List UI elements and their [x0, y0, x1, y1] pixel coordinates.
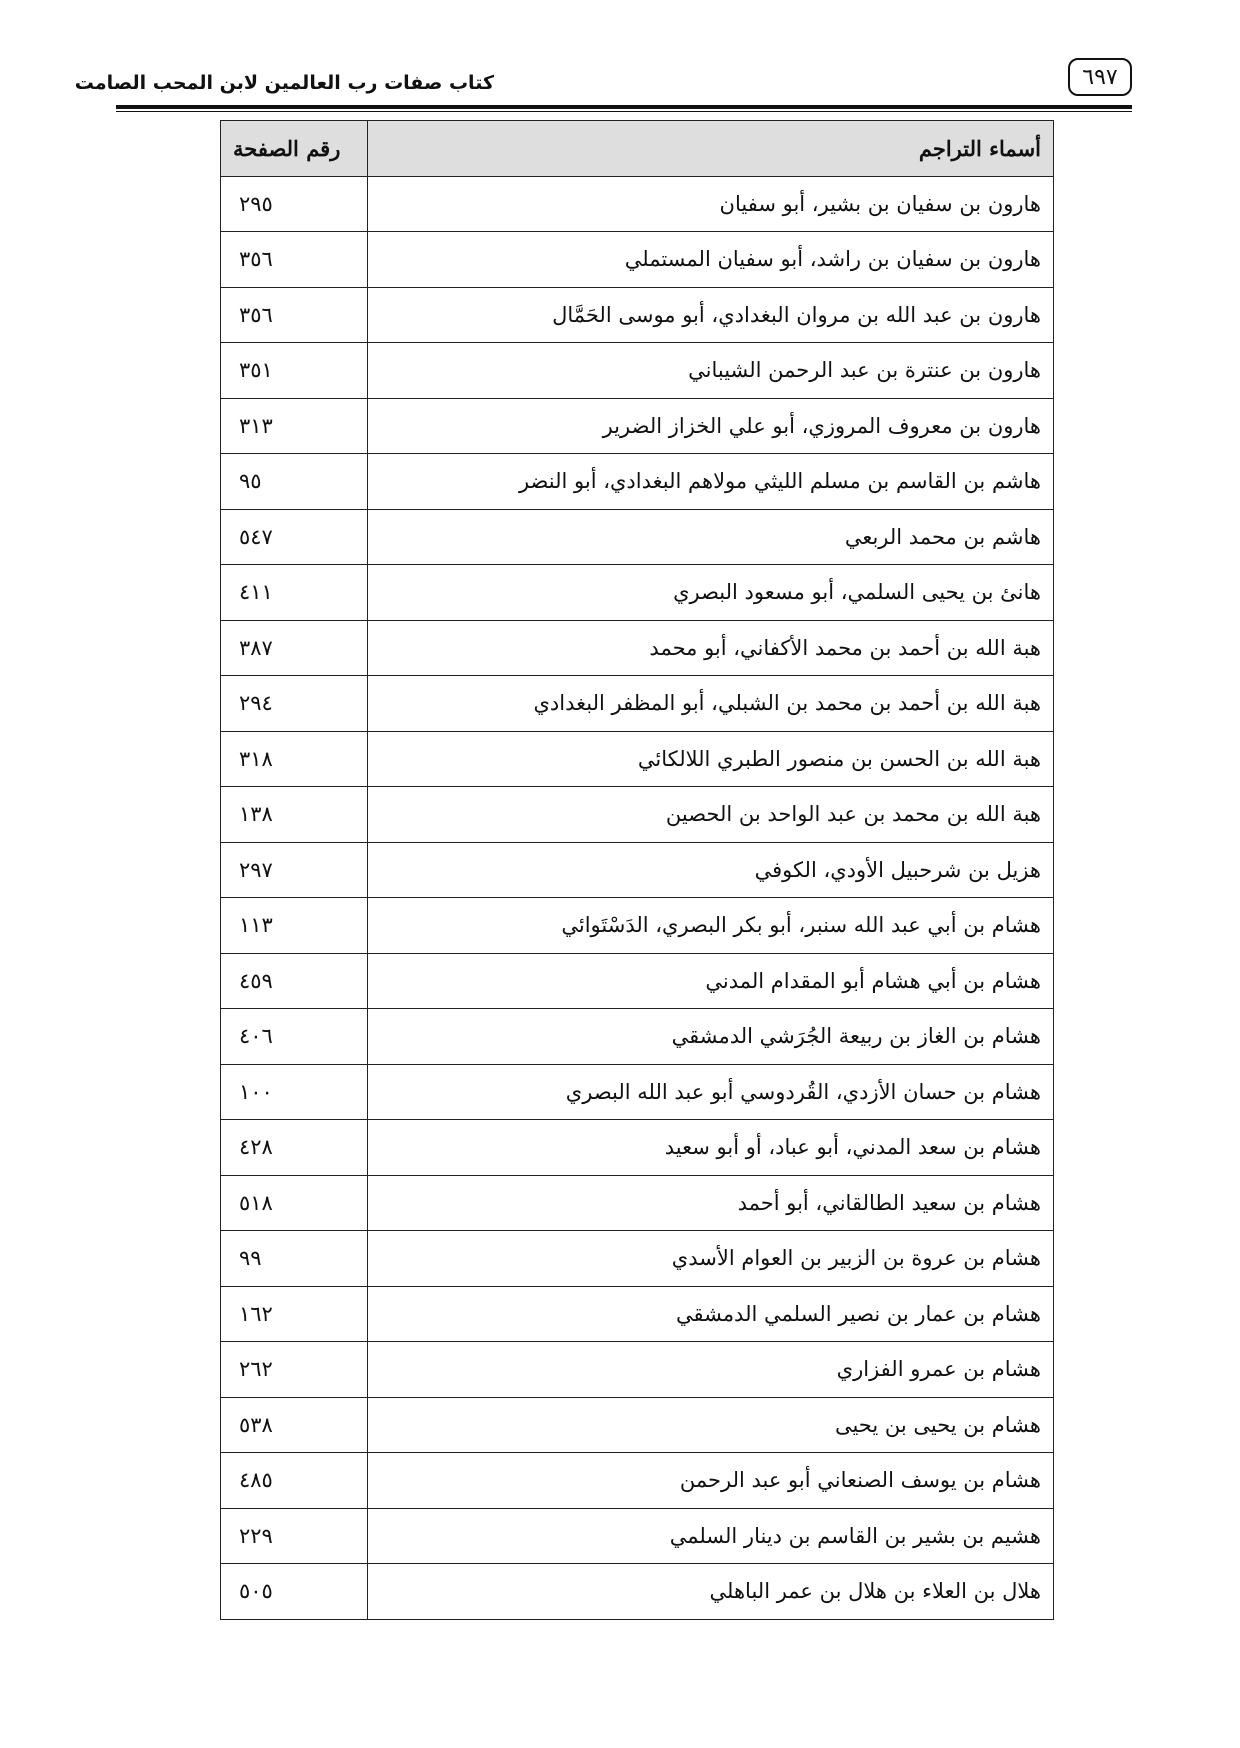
biography-name: هشام بن سعيد الطالقاني، أبو أحمد	[368, 1175, 1054, 1231]
table-row	[221, 1397, 1054, 1453]
page-reference: ٣٥١	[221, 343, 368, 399]
biography-name: هبة الله بن أحمد بن محمد الأكفاني، أبو محمد	[368, 620, 1054, 676]
table-row	[221, 232, 1054, 288]
page-reference: ٢٩٥	[221, 176, 368, 232]
table-row	[221, 620, 1054, 676]
table-row	[221, 287, 1054, 343]
table-row	[221, 343, 1054, 399]
page-reference: ٣١٣	[221, 398, 368, 454]
biography-name: هبة الله بن محمد بن عبد الواحد بن الحصين	[368, 787, 1054, 843]
page-reference: ٣٨٧	[221, 620, 368, 676]
table-row	[221, 1453, 1054, 1509]
biography-name: هشيم بن بشير بن القاسم بن دينار السلمي	[368, 1508, 1054, 1564]
biography-name: هارون بن عنترة بن عبد الرحمن الشيباني	[368, 343, 1054, 399]
table-row	[221, 1009, 1054, 1065]
page-reference: ٤٢٨	[221, 1120, 368, 1176]
page-reference: ٥٤٧	[221, 509, 368, 565]
biography-name: هبة الله بن أحمد بن محمد بن الشبلي، أبو المظفر البغدادي	[368, 676, 1054, 732]
biography-name: هشام بن أبي عبد الله سنبر، أبو بكر البصري، الدَسْتَوائي	[368, 898, 1054, 954]
table-row	[221, 953, 1054, 1009]
page-reference: ٩٥	[221, 454, 368, 510]
page-reference: ٢٩٤	[221, 676, 368, 732]
biography-name: هارون بن سفيان بن راشد، أبو سفيان المستملي	[368, 232, 1054, 288]
page-reference: ٣١٨	[221, 731, 368, 787]
page-reference: ٥٣٨	[221, 1397, 368, 1453]
biography-name: هانئ بن يحيى السلمي، أبو مسعود البصري	[368, 565, 1054, 621]
page-reference: ٣٥٦	[221, 287, 368, 343]
biography-name: هشام بن الغاز بن ربيعة الجُرَشي الدمشقي	[368, 1009, 1054, 1065]
table-row	[221, 1231, 1054, 1287]
table-row	[221, 1286, 1054, 1342]
table-row	[221, 1508, 1054, 1564]
biography-name: هبة الله بن الحسن بن منصور الطبري اللالكائي	[368, 731, 1054, 787]
page-reference: ٢٩٧	[221, 842, 368, 898]
page-reference: ١١٣	[221, 898, 368, 954]
biography-name: هشام بن يوسف الصنعاني أبو عبد الرحمن	[368, 1453, 1054, 1509]
page-reference: ٩٩	[221, 1231, 368, 1287]
table-row	[221, 509, 1054, 565]
table-row	[221, 1064, 1054, 1120]
biography-name: هارون بن سفيان بن بشير، أبو سفيان	[368, 176, 1054, 232]
table-row	[221, 176, 1054, 232]
column-header-page-number: رقم الصفحة	[221, 121, 368, 177]
page-reference: ٥١٨	[221, 1175, 368, 1231]
biography-name: هشام بن سعد المدني، أبو عباد، أو أبو سعيد	[368, 1120, 1054, 1176]
biography-name: هارون بن عبد الله بن مروان البغدادي، أبو موسى الحَمَّال	[368, 287, 1054, 343]
table-row	[221, 898, 1054, 954]
biography-name: هشام بن حسان الأزدي، القُردوسي أبو عبد الله البصري	[368, 1064, 1054, 1120]
table-row	[221, 1120, 1054, 1176]
biographies-index-table	[220, 120, 1054, 1620]
table-row	[221, 454, 1054, 510]
page-reference: ٤٨٥	[221, 1453, 368, 1509]
biography-name: هشام بن أبي هشام أبو المقدام المدني	[368, 953, 1054, 1009]
page-reference: ٤١١	[221, 565, 368, 621]
biography-name: هشام بن عروة بن الزبير بن العوام الأسدي	[368, 1231, 1054, 1287]
table-row	[221, 787, 1054, 843]
page-reference: ١٠٠	[221, 1064, 368, 1120]
table-row	[221, 565, 1054, 621]
page-reference: ٢٢٩	[221, 1508, 368, 1564]
page-reference: ٢٦٢	[221, 1342, 368, 1398]
biography-name: هزيل بن شرحبيل الأودي، الكوفي	[368, 842, 1054, 898]
table-row	[221, 842, 1054, 898]
page-reference: ٣٥٦	[221, 232, 368, 288]
biography-name: هشام بن يحيى بن يحيى	[368, 1397, 1054, 1453]
biography-name: هشام بن عمرو الفزاري	[368, 1342, 1054, 1398]
page-reference: ٤٥٩	[221, 953, 368, 1009]
table-row	[221, 676, 1054, 732]
biography-name: هلال بن العلاء بن هلال بن عمر الباهلي	[368, 1564, 1054, 1620]
column-header-names: أسماء التراجم	[368, 121, 1054, 177]
table-row	[221, 1564, 1054, 1620]
table-header-row	[221, 121, 1054, 177]
table-row	[221, 398, 1054, 454]
biography-name: هشام بن عمار بن نصير السلمي الدمشقي	[368, 1286, 1054, 1342]
page-reference: ٥٠٥	[221, 1564, 368, 1620]
page-reference: ١٣٨	[221, 787, 368, 843]
table-row	[221, 1175, 1054, 1231]
page-number: ٦٩٧	[1068, 58, 1132, 96]
header-rule-thick	[116, 105, 1132, 109]
biography-name: هاشم بن محمد الربعي	[368, 509, 1054, 565]
table-row	[221, 1342, 1054, 1398]
page-reference: ١٦٢	[221, 1286, 368, 1342]
header-rule-thin	[116, 111, 1132, 112]
biography-name: هاشم بن القاسم بن مسلم الليثي مولاهم البغدادي، أبو النضر	[368, 454, 1054, 510]
table-row	[221, 731, 1054, 787]
book-title: كتاب صفات رب العالمين لابن المحب الصامت	[74, 72, 494, 94]
biography-name: هارون بن معروف المروزي، أبو علي الخزاز الضرير	[368, 398, 1054, 454]
page-reference: ٤٠٦	[221, 1009, 368, 1065]
